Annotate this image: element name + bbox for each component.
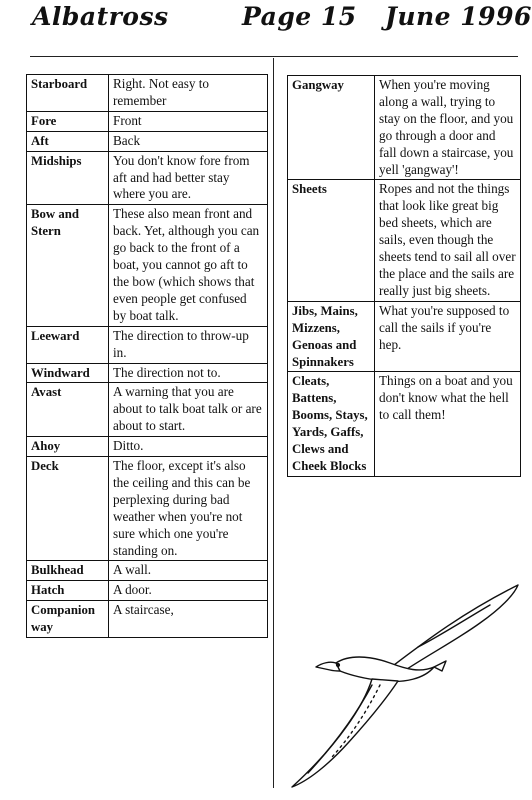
definition-cell: When you're moving along a wall, trying to stay on the floor, and you go through a door and fall down a staircase, you yell 'gangway'! [375,76,521,180]
definition-cell: A wall. [109,561,268,581]
definition-cell: The floor, except it's also the ceiling and this can be perplexing during bad weather when you're not sure which one you're standing on. [109,457,268,561]
term-cell: Ahoy [27,437,109,457]
table-row [288,180,521,301]
term-cell: Companion way [27,601,109,638]
table-row [27,205,268,326]
table-row [288,301,521,372]
term-cell: Starboard [27,75,109,112]
page-number: Page 15 [242,2,357,31]
page-header [0,0,532,56]
issue-date: June 1996 [385,2,532,31]
albatross-illustration-icon [268,575,530,795]
definition-cell: Back [109,131,268,151]
definition-cell: These also mean front and back. Yet, although you can go back to the front of a boat, you cannot go aft to the bow (which shows that even people get confused by boat talk. [109,205,268,326]
term-cell: Gangway [288,76,375,180]
definition-cell: You don't know fore from aft and had better stay where you are. [109,151,268,205]
term-cell: Avast [27,383,109,437]
table-row [27,363,268,383]
table-row [27,151,268,205]
definition-cell: Ropes and not the things that look like great big bed sheets, which are sails, even though the sheets tend to sail all over the place and the sails are really just big sheets. [375,180,521,301]
term-cell: Windward [27,363,109,383]
table-row [27,561,268,581]
definition-cell: What you're supposed to call the sails if you're hep. [375,301,521,372]
definition-cell: The direction not to. [109,363,268,383]
definition-cell: A staircase, [109,601,268,638]
publication-title: Albatross [32,2,169,31]
table-row [27,581,268,601]
glossary-table-left [26,74,268,638]
table-row [288,76,521,180]
term-cell: Cleats, Battens, Booms, Stays, Yards, Gaffs, Clews and Cheek Blocks [288,372,375,476]
table-row [27,457,268,561]
term-cell: Midships [27,151,109,205]
term-cell: Jibs, Mains, Mizzens, Genoas and Spinnakers [288,301,375,372]
table-row [27,131,268,151]
definition-cell: A door. [109,581,268,601]
term-cell: Bulkhead [27,561,109,581]
term-cell: Aft [27,131,109,151]
term-cell: Deck [27,457,109,561]
header-divider [30,56,518,57]
definition-cell: Things on a boat and you don't know what the hell to call them! [375,372,521,476]
table-row [27,75,268,112]
definition-cell: Right. Not easy to remember [109,75,268,112]
glossary-table-right [287,75,521,477]
definition-cell: The direction to throw-up in. [109,326,268,363]
table-row [27,326,268,363]
definition-cell: A warning that you are about to talk boat talk or are about to start. [109,383,268,437]
term-cell: Fore [27,111,109,131]
term-cell: Hatch [27,581,109,601]
table-row [27,111,268,131]
table-row [27,437,268,457]
definition-cell: Ditto. [109,437,268,457]
table-row [27,383,268,437]
definition-cell: Front [109,111,268,131]
term-cell: Bow and Stern [27,205,109,326]
table-row [288,372,521,476]
table-row [27,601,268,638]
term-cell: Sheets [288,180,375,301]
term-cell: Leeward [27,326,109,363]
